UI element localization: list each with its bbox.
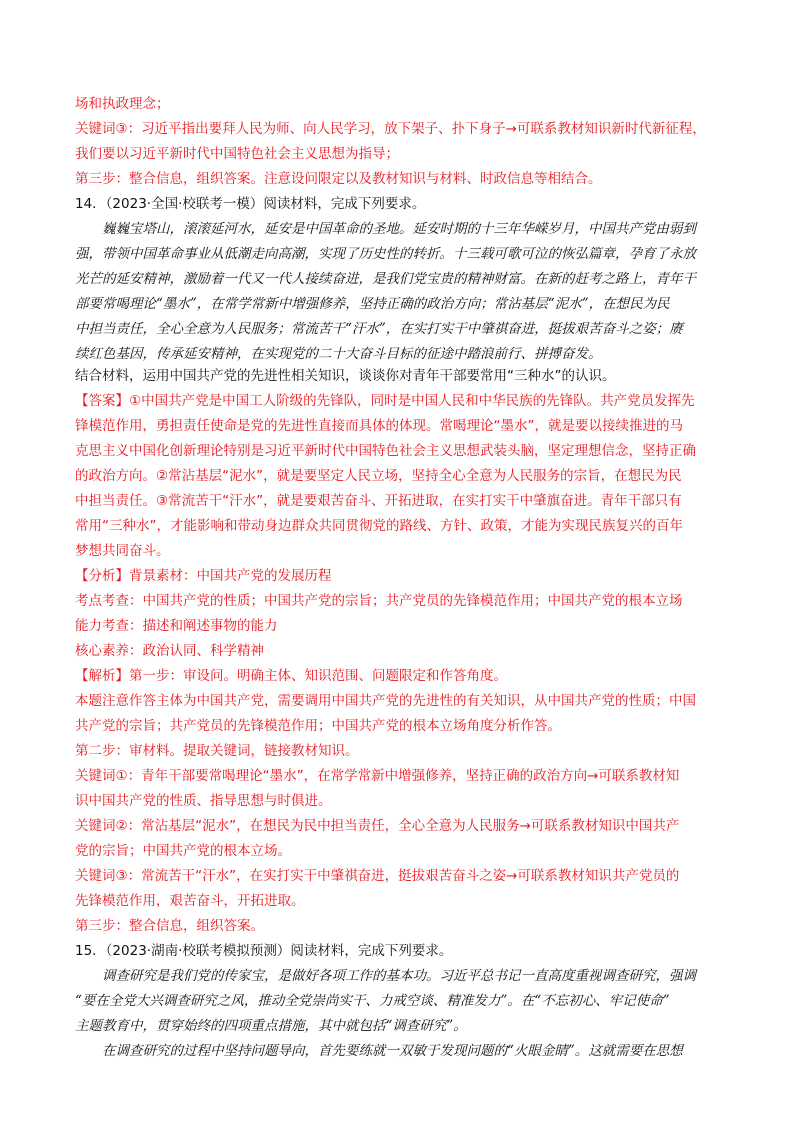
material-paragraph: 中担当责任，全心全意为人民服务；常流苦干“汗水”，在实打实干中肇祺奋进，挺拔艰苦奋斗之姿；赓 [75,321,683,337]
question-prompt: 结合材料，运用中国共产党的先进性相关知识，谈谈你对青年干部要常用“三种水”的认识。 [75,368,616,384]
answer-text: 【答案】①中国共产党是中国工人阶级的先锋队，同时是中国人民和中华民族的先锋队。共产党员发挥先 [75,393,695,409]
text-line: 场和执政理念； [75,96,170,112]
text-line: 关键词③：习近平指出要拜人民为师、向人民学习，放下架子、扑下身子→可联系教材知识新时代新征程， [75,121,706,137]
explanation-text: 第二步：审材料。提取关键词，链接教材知识。 [75,743,359,759]
explanation-text: 本题注意作答主体为中国共产党，需要调用中国共产党的先进性的有关知识，从中国共产党的性质；中国 [75,693,696,709]
text-line: 第三步：整合信息，组织答案。注意设问限定以及教材知识与材料、时政信息等相结合。 [75,171,602,187]
answer-text: 中担当责任。③常流苦干“汗水”，就是要艰苦奋斗、开拓进取，在实打实干中肇旗奋进。青年干部只有 [75,493,682,509]
explanation-text: 关键词③：常流苦干“汗水”，在实打实干中肇祺奋进，挺拔艰苦奋斗之姿→可联系教材知识共产党员的 [75,868,680,884]
material-paragraph: 调查研究是我们党的传家宝，是做好各项工作的基本功。习近平总书记一直高度重视调查研究，强调 [102,968,696,984]
material-paragraph: 强，带领中国革命事业从低潮走向高潮，实现了历史性的转折。十三载可歌可泣的恢弘篇章，孕育了永放 [75,246,696,262]
text-line: 我们要以习近平新时代中国特色社会主义思想为指导； [75,146,399,162]
explanation-text: 识中国共产党的性质、指导思想与时俱进。 [75,793,332,809]
material-paragraph: 巍巍宝塔山，滚滚延河水，延安是中国革命的圣地。延安时期的十三年华嵘岁月，中国共产党由弱到 [102,221,696,237]
explanation-text: 先锋模范作用，艰苦奋斗，开拓进取。 [75,893,305,909]
question-14-header: 14．（2023·全国·校联考一模）阅读材料，完成下列要求。 [75,196,426,212]
answer-text: 常用“三种水”，才能影响和带动身边群众共同贯彻党的路线、方针、政策，才能为实现民族复兴的百年 [75,518,683,534]
material-paragraph: 续红色基因，传承延安精神，在实现党的二十大奋斗目标的征途中踏浪前行、拼搏奋发。 [75,346,602,362]
explanation-text: 共产党的宗旨；共产党员的先锋模范作用；中国共产党的根本立场角度分析作答。 [75,718,561,734]
analysis-text: 【分析】背景素材：中国共产党的发展历程 [75,568,332,584]
material-paragraph: 部要常喝理论“墨水”，在常学常新中增强修养，坚持正确的政治方向；常沾基层“泥水”，在想民为民 [75,296,670,312]
explanation-text: 党的宗旨；中国共产党的根本立场。 [75,843,291,859]
explanation-text: 关键词②：常沾基层“泥水”，在想民为民中担当责任，全心全意为人民服务→可联系教材知识中国共产 [75,818,680,834]
material-paragraph: 主题教育中，贯穿始终的四项重点措施，其中就包括“调查研究”。 [75,1018,467,1034]
material-paragraph: 在调查研究的过程中坚持问题导向，首先要练就一双敏于发现问题的“火眼金睛”。这就需要在思想 [102,1043,683,1059]
answer-text: 梦想共同奋斗。 [75,543,170,559]
material-paragraph: “要在全党大兴调查研究之风，推动全党崇尚实干、力戒空谈、精准发力”。在“不忘初心、牢记使命” [75,993,670,1009]
material-paragraph: 光芒的延安精神，激励着一代又一代人接续奋进，是我们党宝贵的精神财富。在新的赶考之路上，青年干 [75,271,696,287]
answer-text: 克思主义中国化创新理论特别是习近平新时代中国特色社会主义思想武装头脑，坚定理想信念，坚持正确 [75,443,696,459]
analysis-text: 核心素养：政治认同、科学精神 [75,643,264,659]
explanation-text: 关键词①：青年干部要常喝理论“墨水”，在常学常新中增强修养，坚持正确的政治方向→可联系教材知 [75,768,680,784]
analysis-text: 考点考查：中国共产党的性质；中国共产党的宗旨；共产党员的先锋模范作用；中国共产党的根本立场 [75,593,683,609]
answer-text: 锋模范作用，勇担责任使命是党的先进性直接而具体的体现。常喝理论“墨水”，就是要以接续推进的马 [75,418,683,434]
answer-text: 的政治方向。②常沾基层“泥水”，就是要坚定人民立场，坚持全心全意为人民服务的宗旨，在想民为民 [75,468,682,484]
explanation-text: 【解析】第一步：审设问。明确主体、知识范围、问题限定和作答角度。 [75,668,507,684]
question-15-header: 15．（2023·湖南·校联考模拟预测）阅读材料，完成下列要求。 [75,943,453,959]
explanation-text: 第三步：整合信息，组织答案。 [75,918,264,934]
analysis-text: 能力考查：描述和阐述事物的能力 [75,618,278,634]
